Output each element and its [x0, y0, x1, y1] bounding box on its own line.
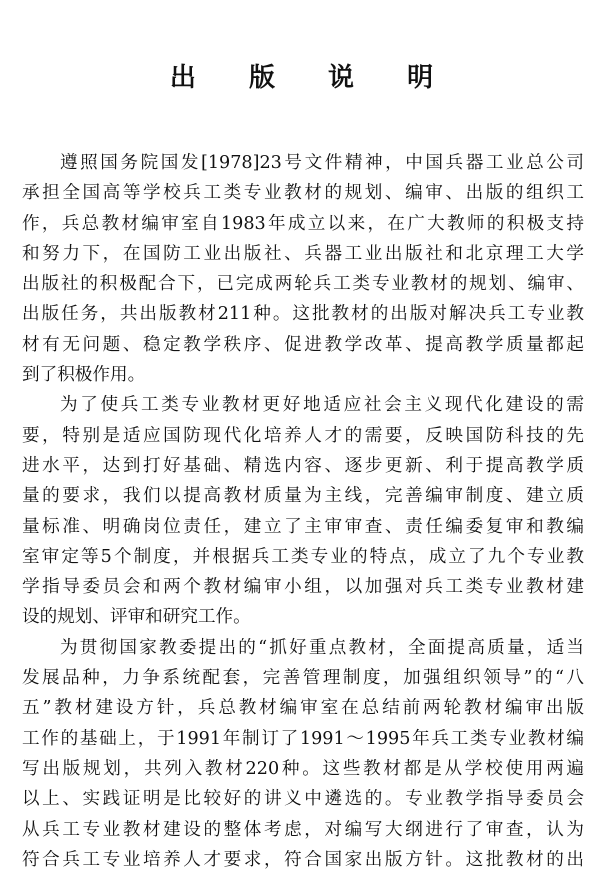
text-line: 为贯彻国家教委提出的“抓好重点教材，全面提高质量，适当 [60, 637, 584, 658]
text-line: 符合兵工专业培养人才要求，符合国家出版方针。这批教材的出 [22, 849, 584, 870]
page-title: 出 版 说 明 [169, 63, 456, 93]
text-line: 发展品种，力争系统配套，完善管理制度，加强组织领导”的“八 [22, 668, 584, 689]
text-line: 五”教材建设方针，兵总教材编审室在总结前两轮教材编审出版 [22, 698, 584, 719]
text-line: 要，特别是适应国防现代化培养人才的需要，反映国防科技的先 [22, 425, 584, 446]
paragraph-1 [22, 148, 584, 390]
text-line: 为了使兵工类专业教材更好地适应社会主义现代化建设的需 [60, 395, 584, 416]
text-line: 从兵工专业教材建设的整体考虑，对编写大纲进行了审查，认为 [22, 819, 584, 840]
text-line: 写出版规划，共列入教材220种。这些教材都是从学校使用两遍 [22, 758, 584, 779]
text-line: 和努力下，在国防工业出版社、兵器工业出版社和北京理工大学 [22, 243, 584, 264]
text-line: 出版任务，共出版教材211种。这批教材的出版对解决兵工专业教 [22, 304, 584, 325]
text-line: 工作的基础上，于1991年制订了1991～1995年兵工类专业教材编 [22, 728, 584, 749]
text-line: 设的规划、评审和研究工作。 [22, 607, 251, 628]
document-body [22, 148, 584, 875]
text-line: 承担全国高等学校兵工类专业教材的规划、编审、出版的组织工 [22, 183, 584, 204]
text-line: 量标准、明确岗位责任，建立了主审审查、责任编委复审和教编 [22, 516, 584, 537]
text-line: 学指导委员会和两个教材编审小组，以加强对兵工类专业教材建 [22, 577, 584, 598]
text-line: 遵照国务院国发[1978]23号文件精神，中国兵器工业总公司 [60, 153, 584, 173]
text-line: 到了积极作用。 [22, 365, 146, 386]
text-line: 量的要求，我们以提高教材质量为主线，完善编审制度、建立质 [22, 486, 584, 507]
text-line: 出版社的积极配合下，已完成两轮兵工类专业教材的规划、编审、 [22, 274, 584, 295]
text-line: 室审定等5个制度，并根据兵工类专业的特点，成立了九个专业教 [22, 546, 584, 567]
text-line: 材有无问题、稳定教学秩序、促进教学改革、提高教学质量都起 [22, 334, 584, 355]
paragraph-3 [22, 633, 584, 875]
text-line: 以上、实践证明是比较好的讲义中遴选的。专业教学指导委员会 [22, 789, 584, 810]
text-line: 进水平，达到打好基础、精选内容、逐步更新、利于提高教学质 [22, 455, 584, 476]
paragraph-2 [22, 390, 584, 632]
text-line: 作，兵总教材编审室自1983年成立以来，在广大教师的积极支持 [22, 213, 584, 234]
